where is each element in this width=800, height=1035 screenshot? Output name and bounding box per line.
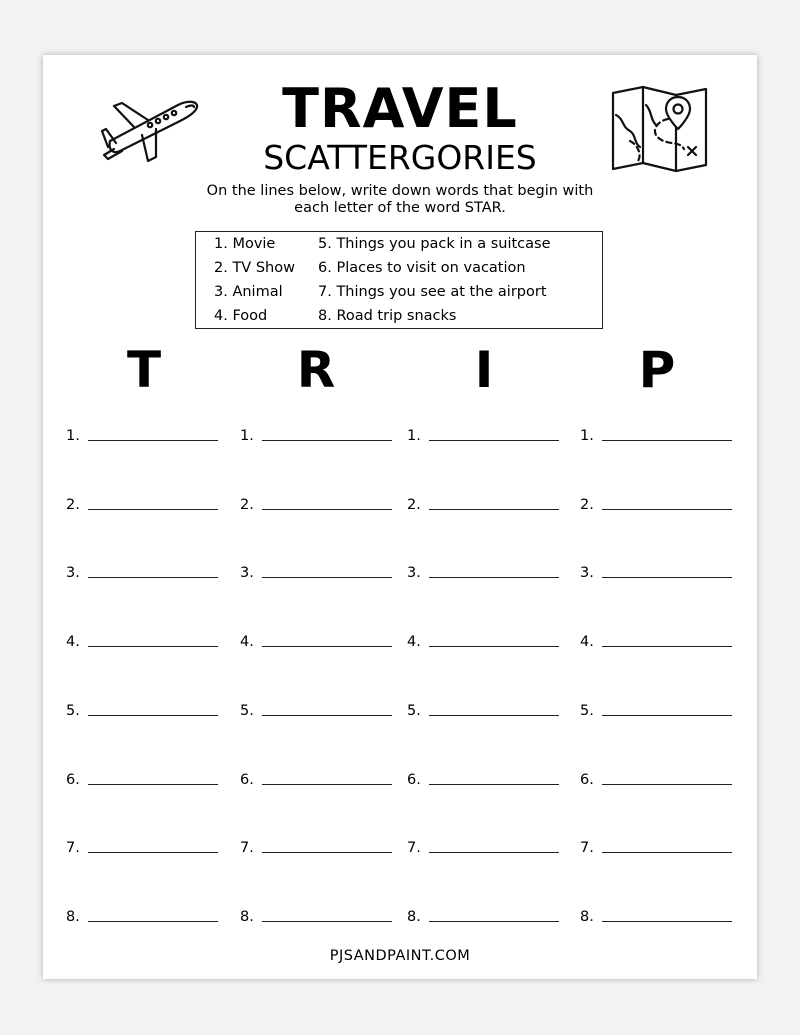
answer-line bbox=[429, 852, 559, 853]
row-number-label: 1. bbox=[407, 428, 421, 444]
category-item: 3. Animal bbox=[214, 284, 283, 300]
row-number-label: 8. bbox=[407, 909, 421, 925]
answer-line bbox=[262, 646, 392, 647]
row-number-label: 3. bbox=[580, 565, 594, 581]
answer-line bbox=[429, 921, 559, 922]
answer-line bbox=[602, 646, 732, 647]
instructions-line-2: each letter of the word STAR. bbox=[294, 200, 506, 216]
answer-line bbox=[429, 440, 559, 441]
row-number-label: 5. bbox=[66, 703, 80, 719]
row-number-label: 6. bbox=[580, 772, 594, 788]
answer-line bbox=[88, 577, 218, 578]
answer-line bbox=[262, 921, 392, 922]
row-number-label: 8. bbox=[66, 909, 80, 925]
category-item: 2. TV Show bbox=[214, 260, 295, 276]
row-number-label: 6. bbox=[66, 772, 80, 788]
answer-line bbox=[602, 715, 732, 716]
answer-line bbox=[429, 509, 559, 510]
row-number-label: 4. bbox=[407, 634, 421, 650]
answer-line bbox=[602, 577, 732, 578]
answer-line bbox=[88, 784, 218, 785]
answer-line bbox=[262, 577, 392, 578]
answer-line bbox=[602, 852, 732, 853]
category-item: 5. Things you pack in a suitcase bbox=[318, 236, 551, 252]
letter-heading: I bbox=[474, 341, 494, 399]
page-title: TRAVEL bbox=[282, 77, 518, 140]
category-item: 7. Things you see at the airport bbox=[318, 284, 547, 300]
answer-line bbox=[602, 921, 732, 922]
answer-line bbox=[429, 784, 559, 785]
answer-line bbox=[262, 440, 392, 441]
answer-line bbox=[88, 509, 218, 510]
category-item: 4. Food bbox=[214, 308, 268, 324]
page-subtitle: SCATTERGORIES bbox=[263, 138, 537, 177]
answer-line bbox=[602, 784, 732, 785]
letter-heading: P bbox=[638, 341, 676, 399]
answer-line bbox=[88, 852, 218, 853]
category-item: 8. Road trip snacks bbox=[318, 308, 457, 324]
row-number-label: 1. bbox=[240, 428, 254, 444]
row-number-label: 3. bbox=[407, 565, 421, 581]
answer-line bbox=[88, 921, 218, 922]
row-number-label: 2. bbox=[407, 497, 421, 513]
category-item: 1. Movie bbox=[214, 236, 276, 252]
row-number-label: 2. bbox=[240, 497, 254, 513]
row-number-label: 7. bbox=[407, 840, 421, 856]
row-number-label: 7. bbox=[580, 840, 594, 856]
row-number-label: 5. bbox=[407, 703, 421, 719]
category-box bbox=[195, 231, 603, 329]
answer-line bbox=[262, 852, 392, 853]
row-number-label: 4. bbox=[240, 634, 254, 650]
answer-line bbox=[429, 715, 559, 716]
row-number-label: 3. bbox=[66, 565, 80, 581]
row-number-label: 4. bbox=[580, 634, 594, 650]
answer-line bbox=[88, 440, 218, 441]
row-number-label: 8. bbox=[580, 909, 594, 925]
answer-line bbox=[602, 509, 732, 510]
letter-heading: T bbox=[126, 341, 162, 399]
row-number-label: 4. bbox=[66, 634, 80, 650]
instructions-line-1: On the lines below, write down words that begin with bbox=[206, 183, 594, 199]
footer-site: PJSANDPAINT.COM bbox=[329, 948, 471, 964]
answer-line bbox=[88, 715, 218, 716]
row-number-label: 8. bbox=[240, 909, 254, 925]
row-number-label: 2. bbox=[66, 497, 80, 513]
row-number-label: 7. bbox=[240, 840, 254, 856]
row-number-label: 1. bbox=[580, 428, 594, 444]
row-number-label: 3. bbox=[240, 565, 254, 581]
row-number-label: 6. bbox=[407, 772, 421, 788]
letter-heading: R bbox=[296, 341, 336, 399]
category-item: 6. Places to visit on vacation bbox=[318, 260, 526, 276]
answer-line bbox=[88, 646, 218, 647]
row-number-label: 5. bbox=[240, 703, 254, 719]
row-number-label: 5. bbox=[580, 703, 594, 719]
answer-line bbox=[262, 784, 392, 785]
answer-line bbox=[262, 715, 392, 716]
answer-line bbox=[429, 577, 559, 578]
answer-line bbox=[602, 440, 732, 441]
instructions bbox=[190, 183, 610, 217]
row-number-label: 6. bbox=[240, 772, 254, 788]
answer-line bbox=[262, 509, 392, 510]
row-number-label: 7. bbox=[66, 840, 80, 856]
answer-line bbox=[429, 646, 559, 647]
row-number-label: 2. bbox=[580, 497, 594, 513]
row-number-label: 1. bbox=[66, 428, 80, 444]
